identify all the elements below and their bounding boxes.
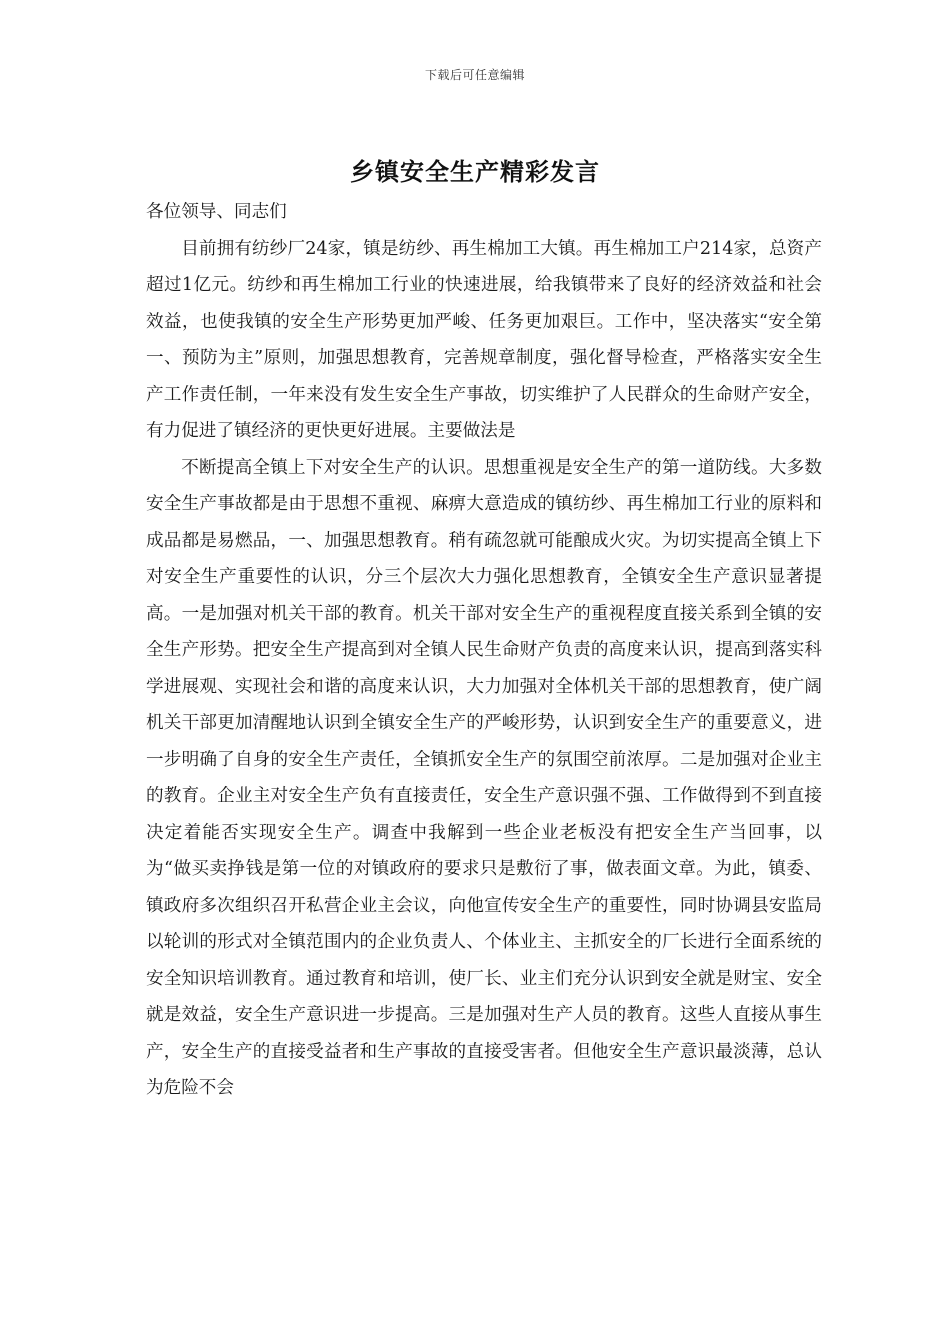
- salutation: 各位领导、同志们: [146, 202, 287, 222]
- paragraph-2: 不断提高全镇上下对安全生产的认识。思想重视是安全生产的第一道防线。大多数安全生产事故都是由于思想不重视、麻痹大意造成的镇纺纱、再生棉加工行业的原料和成品都是易燃品，一、加强思想教育。稍有疏忽就可能酿成火灾。为切实提高全镇上下对安全生产重要性的认识，分三个层次大力强化思想教育，全镇安全生产意识显著提高。一是加强对机关干部的教育。机关干部对安全生产的重视程度直接关系到全镇的安全生产形势。把安全生产提高到对全镇人民生命财产负责的高度来认识，提高到落实科学进展观、实现社会和谐的高度来认识，大力加强对全体机关干部的思想教育，使广阔机关干部更加清醒地认识到全镇安全生产的严峻形势，认识到安全生产的重要意义，进一步明确了自身的安全生产责任，全镇抓安全生产的氛围空前浓厚。二是加强对企业主的教育。企业主对安全生产负有直接责任，安全生产意识强不强、工作做得到不到直接决定着能否实现安全生产。调查中我解到一些企业老板没有把安全生产当回事，以为“做买卖挣钱是第一位的对镇政府的要求只是敷衍了事，做表面文章。为此，镇委、镇政府多次组织召开私营企业主会议，向他宣传安全生产的重要性，同时协调县安监局以轮训的形式对全镇范围内的企业负责人、个体业主、主抓安全的厂长进行全面系统的安全知识培训教育。通过教育和培训，使厂长、业主们充分认识到安全就是财宝、安全就是效益，安全生产意识进一步提高。三是加强对生产人员的教育。这些人直接从事生产，安全生产的直接受益者和生产事故的直接受害者。但他安全生产意识最淡薄，总认为危险不会: [146, 457, 822, 1098]
- document-body: [146, 194, 822, 1107]
- document-title: 乡镇安全生产精彩发言: [350, 158, 600, 186]
- paragraph-1: 目前拥有纺纱厂24家，镇是纺纱、再生棉加工大镇。再生棉加工户214家，总资产超过1亿元。纺纱和再生棉加工行业的快速进展，给我镇带来了良好的经济效益和社会效益，也使我镇的安全生产形势更加严峻、任务更加艰巨。工作中，坚决落实“安全第一、预防为主”原则，加强思想教育，完善规章制度，强化督导检查，严格落实安全生产工作责任制，一年来没有发生安全生产事故，切实维护了人民群众的生命财产安全，有力促进了镇经济的更快更好进展。主要做法是: [146, 238, 822, 441]
- header-note: 下载后可任意编辑: [424, 68, 525, 82]
